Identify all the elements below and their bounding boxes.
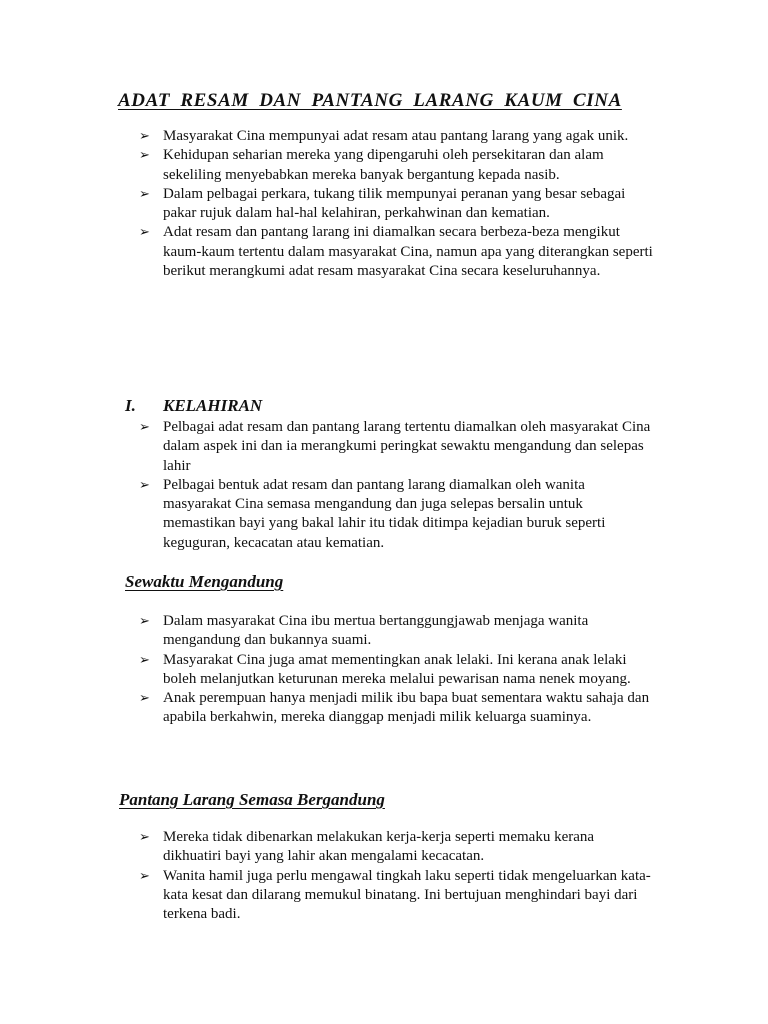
arrow-bullet-icon: ➢ xyxy=(139,652,150,668)
list-item-text: Wanita hamil juga perlu mengawal tingkah laku seperti tidak mengeluarkan kata-kata kesat dan dilarang memukul binatang. Ini bertujuan menghindari bayi dari terkena badi. xyxy=(163,867,651,923)
list-item-text: Dalam masyarakat Cina ibu mertua bertanggungjawab menjaga wanita mengandung dan bukannya suami. xyxy=(163,613,589,649)
list-item-text: Kehidupan seharian mereka yang dipengaruhi oleh persekitaran dan alam sekeliling menyebabkan mereka banyak bergantung kepada nasib. xyxy=(163,147,604,183)
pantang-larang-list xyxy=(0,828,768,924)
list-item xyxy=(0,127,653,146)
list-item xyxy=(0,612,653,651)
list-item-text: Masyarakat Cina mempunyai adat resam atau pantang larang yang agak unik. xyxy=(163,128,629,144)
list-item xyxy=(0,867,653,925)
list-item xyxy=(0,418,653,476)
list-item-text: Mereka tidak dibenarkan melakukan kerja-kerja seperti memaku kerana dikhuatiri bayi yang lahir akan mengalami kecacatan. xyxy=(163,829,595,865)
list-item xyxy=(0,185,653,224)
arrow-bullet-icon: ➢ xyxy=(139,129,150,144)
sewaktu-mengandung-list xyxy=(0,612,768,728)
list-item-text: Anak perempuan hanya menjadi milik ibu bapa buat sementara waktu sahaja dan apabila berkahwin, mereka dianggap menjadi milik keluarga suaminya. xyxy=(163,690,650,726)
document-title: ADAT RESAM DAN PANTANG LARANG KAUM CINA xyxy=(118,90,622,111)
section-number: I. xyxy=(125,396,136,415)
arrow-bullet-icon: ➢ xyxy=(139,186,150,202)
arrow-bullet-icon: ➢ xyxy=(139,225,150,241)
kelahiran-list xyxy=(0,418,768,553)
intro-list xyxy=(0,127,768,281)
list-item-text: Pelbagai bentuk adat resam dan pantang larang diamalkan oleh wanita masyarakat Cina semasa mengandung dan juga selepas bersalin untuk memastikan bayi yang bakal lahir itu tidak ditimpa kejadian buruk seperti keguguran, kecacatan atau kematian. xyxy=(163,476,606,551)
arrow-bullet-icon: ➢ xyxy=(139,148,150,164)
list-item xyxy=(0,828,653,867)
list-item xyxy=(0,651,653,690)
list-item xyxy=(0,476,653,553)
section-title: KELAHIRAN xyxy=(163,396,263,415)
section-heading-sewaktu-mengandung: Sewaktu Mengandung xyxy=(125,572,284,591)
list-item-text: Masyarakat Cina juga amat mementingkan anak lelaki. Ini kerana anak lelaki boleh melanjutkan keturunan mereka melalui pewarisan nama nenek moyang. xyxy=(163,651,631,687)
list-item-text: Adat resam dan pantang larang ini diamalkan secara berbeza-beza mengikut kaum-kaum tertentu dalam masyarakat Cina, namun apa yang diterangkan seperti berikut merangkumi adat resam masyarakat Cina secara keseluruhannya. xyxy=(163,224,653,280)
arrow-bullet-icon: ➢ xyxy=(139,420,150,435)
section-heading-pantang-larang: Pantang Larang Semasa Bergandung xyxy=(119,790,385,809)
arrow-bullet-icon: ➢ xyxy=(139,477,150,493)
arrow-bullet-icon: ➢ xyxy=(139,868,150,884)
list-item xyxy=(0,689,653,728)
arrow-bullet-icon: ➢ xyxy=(139,691,150,707)
list-item-text: Dalam pelbagai perkara, tukang tilik mempunyai peranan yang besar sebagai pakar rujuk dalam hal-hal kelahiran, perkahwinan dan kematian. xyxy=(163,185,626,222)
list-item xyxy=(0,223,653,281)
arrow-bullet-icon: ➢ xyxy=(139,830,150,845)
arrow-bullet-icon: ➢ xyxy=(139,614,150,629)
list-item xyxy=(0,146,653,185)
list-item-text: Pelbagai adat resam dan pantang larang tertentu diamalkan oleh masyarakat Cina dalam aspek ini dan ia merangkumi peringkat sewaktu mengandung dan selepas lahir xyxy=(163,419,651,474)
